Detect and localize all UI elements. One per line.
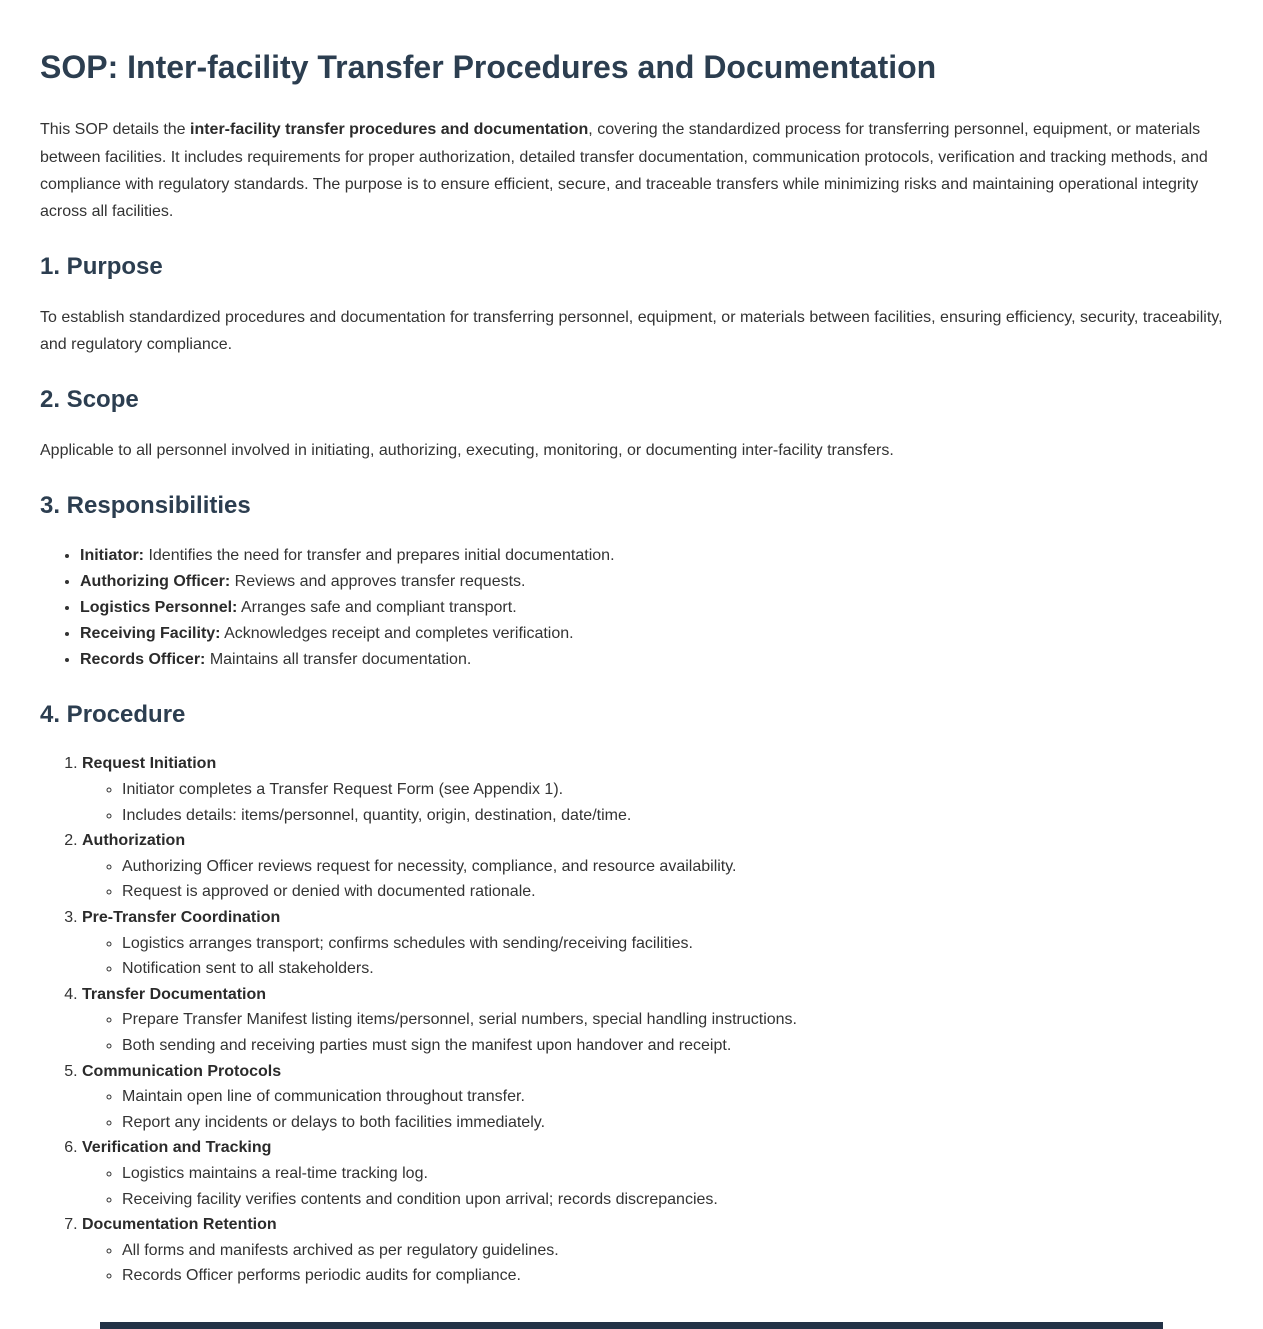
substep-item: ◦ Initiator completes a Transfer Request Form (see Appendix 1). [122,777,1223,803]
substep-item: ◦ Records Officer performs periodic audits for compliance. [122,1263,1223,1289]
substep-list [82,777,1223,828]
procedure-step [82,828,1223,905]
substep-item: ◦ Prepare Transfer Manifest listing items/personnel, serial numbers, special handling instructions. [122,1007,1223,1033]
step-title: Authorization [82,832,186,850]
list-item-label: Initiator: [80,547,144,565]
substep-item: ◦ All forms and manifests archived as per regulatory guidelines. [122,1238,1223,1264]
section-heading-procedure: 4. Procedure [40,700,186,728]
footer-bar [100,1322,1163,1329]
procedure-step [82,1135,1223,1212]
purpose-body: To establish standardized procedures and documentation for transferring personnel, equipment, or materials between facilities, ensuring efficiency, security, traceability, and regulatory compliance. [40,308,1223,354]
procedure-step [82,905,1223,982]
section-purpose [40,253,1223,358]
page-title: SOP: Inter-facility Transfer Procedures and Documentation [40,49,937,85]
list-item-label: Authorizing Officer: [80,573,231,590]
substep-list [82,1161,1223,1212]
section-heading-scope: 2. Scope [40,386,139,414]
section-heading-responsibilities: 3. Responsibilities [40,492,251,520]
step-title: Pre-Transfer Coordination [82,908,281,926]
list-item-label: Logistics Personnel: [80,598,238,616]
substep-list [82,1084,1223,1135]
step-title: Transfer Documentation [82,985,267,1003]
list-item [80,569,1223,595]
section-procedure [40,701,1223,1289]
list-item [80,595,1223,621]
substep-item: ◦ Authorizing Officer reviews request for necessity, compliance, and resource availability. [122,854,1223,880]
list-item [80,621,1223,647]
substep-list [82,1238,1223,1289]
intro-paragraph [40,116,1223,225]
substep-item: ◦ Logistics maintains a real-time tracking log. [122,1161,1223,1187]
step-title: Communication Protocols [82,1062,282,1080]
list-item-text: Maintains all transfer documentation. [205,650,472,668]
procedure-step [82,982,1223,1059]
procedure-step [82,751,1223,828]
substep-item: ◦ Includes details: items/personnel, quantity, origin, destination, date/time. [122,803,1223,829]
intro-text-suffix: , covering the standardized process for transferring personnel, equipment, or materials between facilities. It includes requirements for proper authorization, detailed transfer documentation, communication protocols, verification and tracking methods, and compliance with regulatory standards. The purpose is to ensure efficient, secure, and traceable transfers while minimizing risks and maintaining operational integrity across all facilities. [40,121,1208,220]
list-item-label: Records Officer: [80,650,206,668]
scope-body: Applicable to all personnel involved in initiating, authorizing, executing, monitoring, or documenting inter-facility transfers. [40,442,894,460]
step-title: Documentation Retention [82,1216,277,1234]
section-responsibilities [40,492,1223,672]
intro-text-bold: inter-facility transfer procedures and documentation [190,121,589,139]
section-heading-purpose: 1. Purpose [40,253,163,281]
substep-item: ◦ Maintain open line of communication throughout transfer. [122,1084,1223,1110]
procedure-step [82,1212,1223,1289]
substep-item: ◦ Notification sent to all stakeholders. [122,956,1223,982]
substep-item: ◦ Receiving facility verifies contents and condition upon arrival; records discrepancies. [122,1187,1223,1213]
substep-list [82,931,1223,982]
section-scope [40,386,1223,464]
substep-list [82,854,1223,905]
list-item-text: Identifies the need for transfer and prepares initial documentation. [144,547,615,565]
sop-document [40,48,1223,1289]
list-item [80,543,1223,569]
procedure-step [82,1059,1223,1136]
substep-item: ◦ Both sending and receiving parties must sign the manifest upon handover and receipt. [122,1033,1223,1059]
substep-item: ◦ Logistics arranges transport; confirms schedules with sending/receiving facilities. [122,931,1223,957]
procedure-list [40,751,1223,1288]
list-item [80,647,1223,673]
list-item-text: Acknowledges receipt and completes verification. [220,624,574,642]
responsibilities-list [40,543,1223,673]
substep-item: ◦ Report any incidents or delays to both facilities immediately. [122,1110,1223,1136]
substep-list [82,1007,1223,1058]
substep-item: ◦ Request is approved or denied with documented rationale. [122,879,1223,905]
step-title: Request Initiation [82,755,217,773]
intro-text-prefix: This SOP details the [40,121,190,139]
list-item-label: Receiving Facility: [80,624,221,642]
list-item-text: Arranges safe and compliant transport. [237,598,517,616]
step-title: Verification and Tracking [82,1139,272,1157]
list-item-text: Reviews and approves transfer requests. [230,573,526,590]
